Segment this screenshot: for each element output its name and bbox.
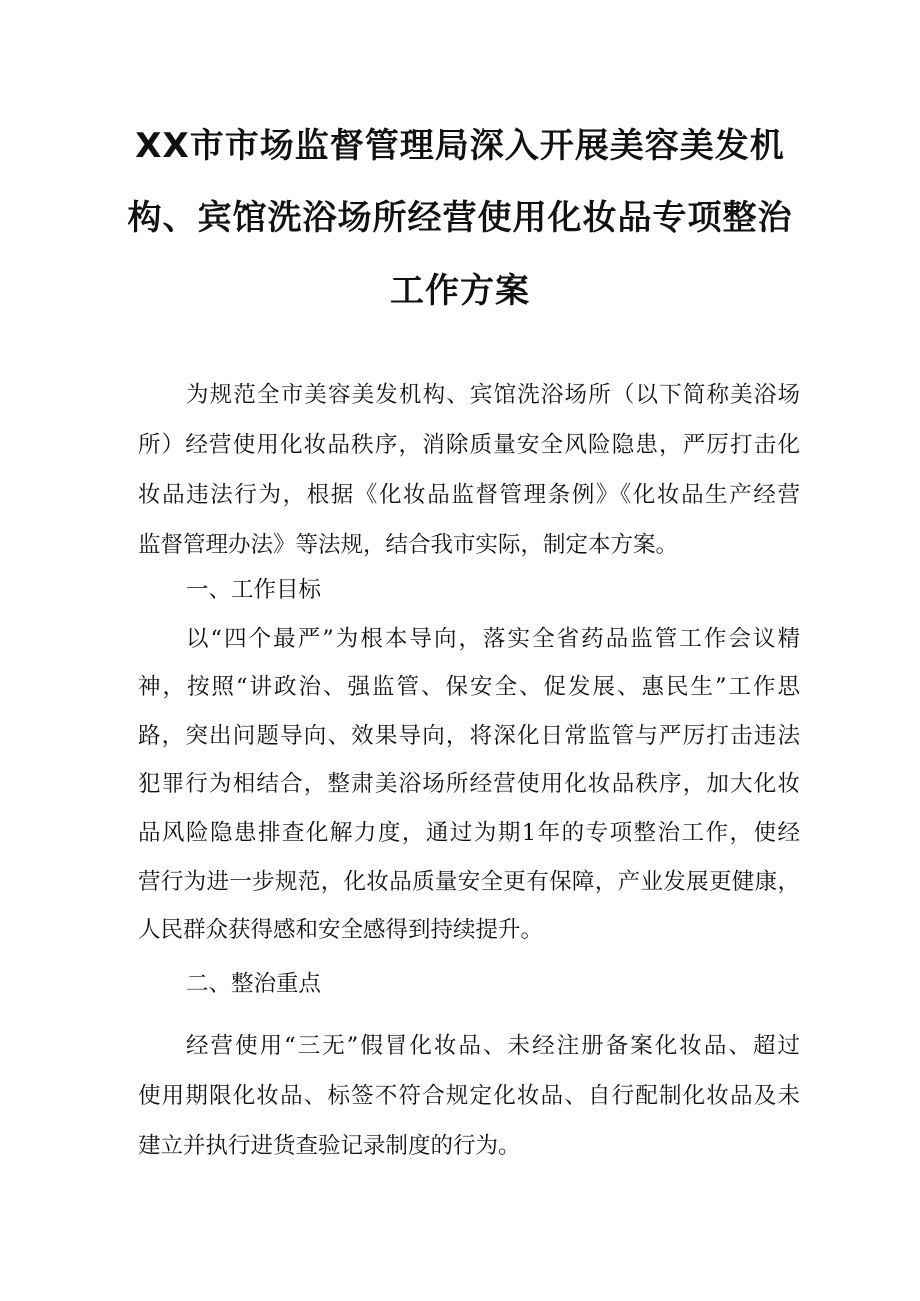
intro-paragraph-line: 为规范全市美容美发机构、宾馆洗浴场所（以下简称美浴场	[186, 382, 800, 408]
goals-paragraph-line: 路，突出问题导向、效果导向，将深化日常监管与严厉打击违法	[138, 723, 800, 749]
intro-paragraph-line: 监督管理办法》等法规，结合我市实际，制定本方案。	[138, 532, 679, 558]
document-title-line-1: XX市市场监督管理局深入开展美容美发机	[135, 126, 785, 166]
intro-paragraph-line: 妆品违法行为，根据《化妆品监督管理条例》《化妆品生产经营	[138, 482, 800, 508]
goals-paragraph-line: 人民群众获得感和安全感得到持续提升。	[138, 917, 544, 943]
goals-paragraph-line: 以“四个最严”为根本导向，落实全省药品监管工作会议精	[186, 626, 800, 652]
section-heading-goals: 一、工作目标	[186, 577, 322, 603]
goals-paragraph-line: 神，按照“讲政治、强监管、保安全、促发展、惠民生”工作思	[138, 674, 800, 700]
intro-paragraph-line: 所）经营使用化妆品秩序，消除质量安全风险隐患，严厉打击化	[138, 432, 800, 458]
key-points-paragraph-line: 使用期限化妆品、标签不符合规定化妆品、自行配制化妆品及未	[138, 1083, 800, 1109]
goals-paragraph-line: 营行为进一步规范，化妆品质量安全更有保障，产业发展更健康，	[138, 869, 800, 895]
goals-paragraph-line: 品风险隐患排查化解力度，通过为期1年的专项整治工作，使经	[138, 820, 800, 846]
document-title-line-2: 构、宾馆洗浴场所经营使用化妆品专项整治	[127, 198, 793, 238]
goals-paragraph-line: 犯罪行为相结合，整肃美浴场所经营使用化妆品秩序，加大化妆	[138, 771, 800, 797]
section-heading-key-points: 二、整治重点	[186, 971, 322, 997]
document-title-line-3: 工作方案	[390, 271, 530, 311]
key-points-paragraph-line: 经营使用“三无”假冒化妆品、未经注册备案化妆品、超过	[186, 1033, 800, 1059]
key-points-paragraph-line: 建立并执行进货查验记录制度的行为。	[138, 1133, 521, 1159]
